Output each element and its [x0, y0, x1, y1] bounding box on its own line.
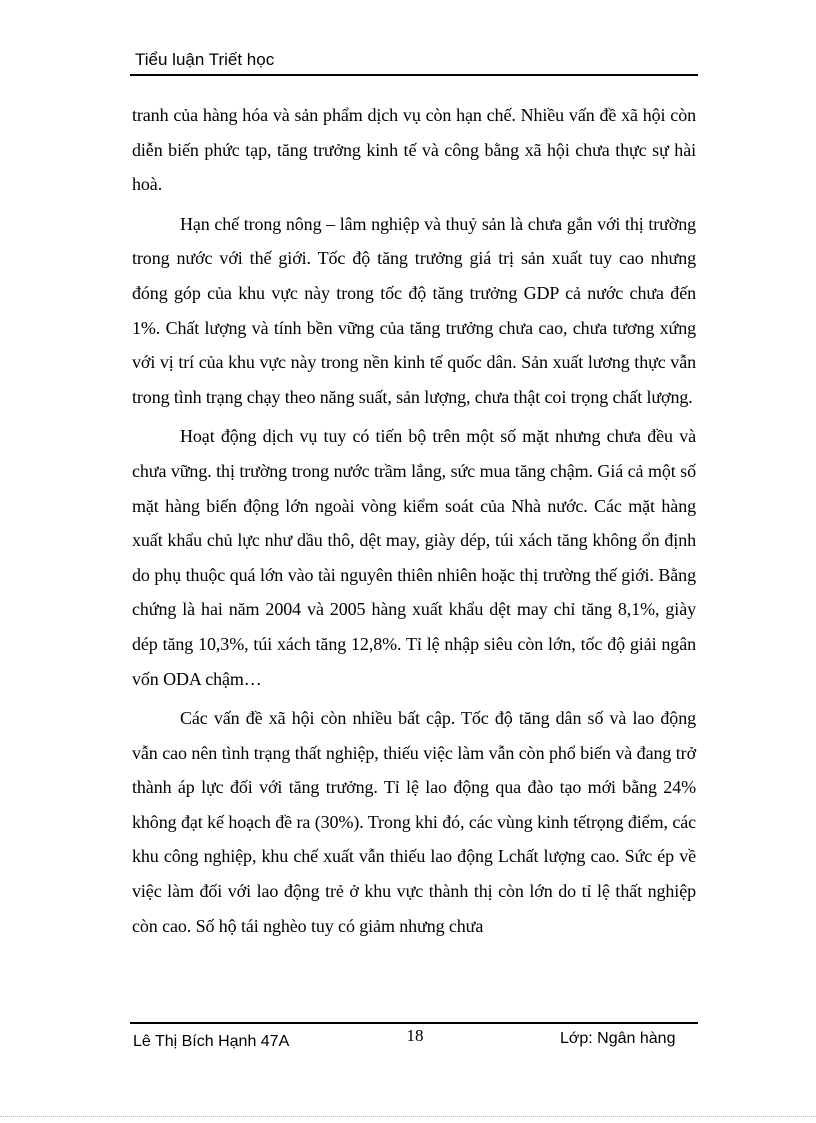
- page-number: 18: [406, 1026, 424, 1045]
- paragraph-4: Các vấn đề xã hội còn nhiều bất cập. Tốc độ tăng dân số và lao động vẫn cao nên tình trạng thất nghiệp, thiếu việc làm vẫn còn phổ biến và đang trở thành áp lực đối với tăng trưởng. Tỉ lệ lao động qua đào tạo mới bằng 24% không đạt kế hoạch đề ra (30%). Trong khi đó, các vùng kinh tếtrọng điểm, các khu công nghiệp, khu chế xuất vẫn thiếu lao động Lchất lượng cao. Sức ép về việc làm đối với lao động trẻ ở khu vực thành thị còn lớn do tỉ lệ thất nghiệp còn cao. Số hộ tái nghèo tuy có giảm nhưng chưa: [132, 708, 696, 936]
- document-body: [132, 98, 696, 943]
- document-header-title: Tiểu luận Triết học: [135, 50, 275, 69]
- footer-class-label: Lớp: Ngân hàng: [560, 1030, 676, 1047]
- header-divider: [130, 74, 698, 76]
- paragraph-3: Hoạt động dịch vụ tuy có tiến bộ trên một số mặt nhưng chưa đều và chưa vững. thị trường trong nước trầm lắng, sức mua tăng chậm. Giá cả một số mặt hàng biến động lớn ngoài vòng kiểm soát của Nhà nước. Các mặt hàng xuất khẩu chủ lực như dầu thô, dệt may, giày dép, túi xách tăng không ổn định do phụ thuộc quá lớn vào tài nguyên thiên nhiên hoặc thị trường thế giới. Bằng chứng là hai năm 2004 và 2005 hàng xuất khẩu dệt may chỉ tăng 8,1%, giày dép tăng 10,3%, túi xách tăng 12,8%. Tỉ lệ nhập siêu còn lớn, tốc độ giải ngân vốn ODA chậm…: [132, 426, 696, 689]
- page-bottom-edge: [0, 1116, 816, 1117]
- footer-divider: [130, 1022, 698, 1024]
- paragraph-2: Hạn chế trong nông – lâm nghiệp và thuỷ sản là chưa gắn với thị trường trong nước với thế giới. Tốc độ tăng trưởng giá trị sản xuất tuy cao nhưng đóng góp của khu vực này trong tốc độ tăng trưởng GDP cả nước chưa đến 1%. Chất lượng và tính bền vững của tăng trưởng chưa cao, chưa tương xứng với vị trí của khu vực này trong nền kinh tế quốc dân. Sản xuất lương thực vẫn trong tình trạng chạy theo năng suất, sản lượng, chưa thật coi trọng chất lượng.: [132, 213, 696, 407]
- paragraph-1: tranh của hàng hóa và sản phẩm dịch vụ còn hạn chế. Nhiều vấn đề xã hội còn diễn biến phức tạp, tăng trưởng kinh tế và công bằng xã hội chưa thực sự hài hoà.: [132, 105, 696, 195]
- footer-author: Lê Thị Bích Hạnh 47A: [133, 1033, 290, 1050]
